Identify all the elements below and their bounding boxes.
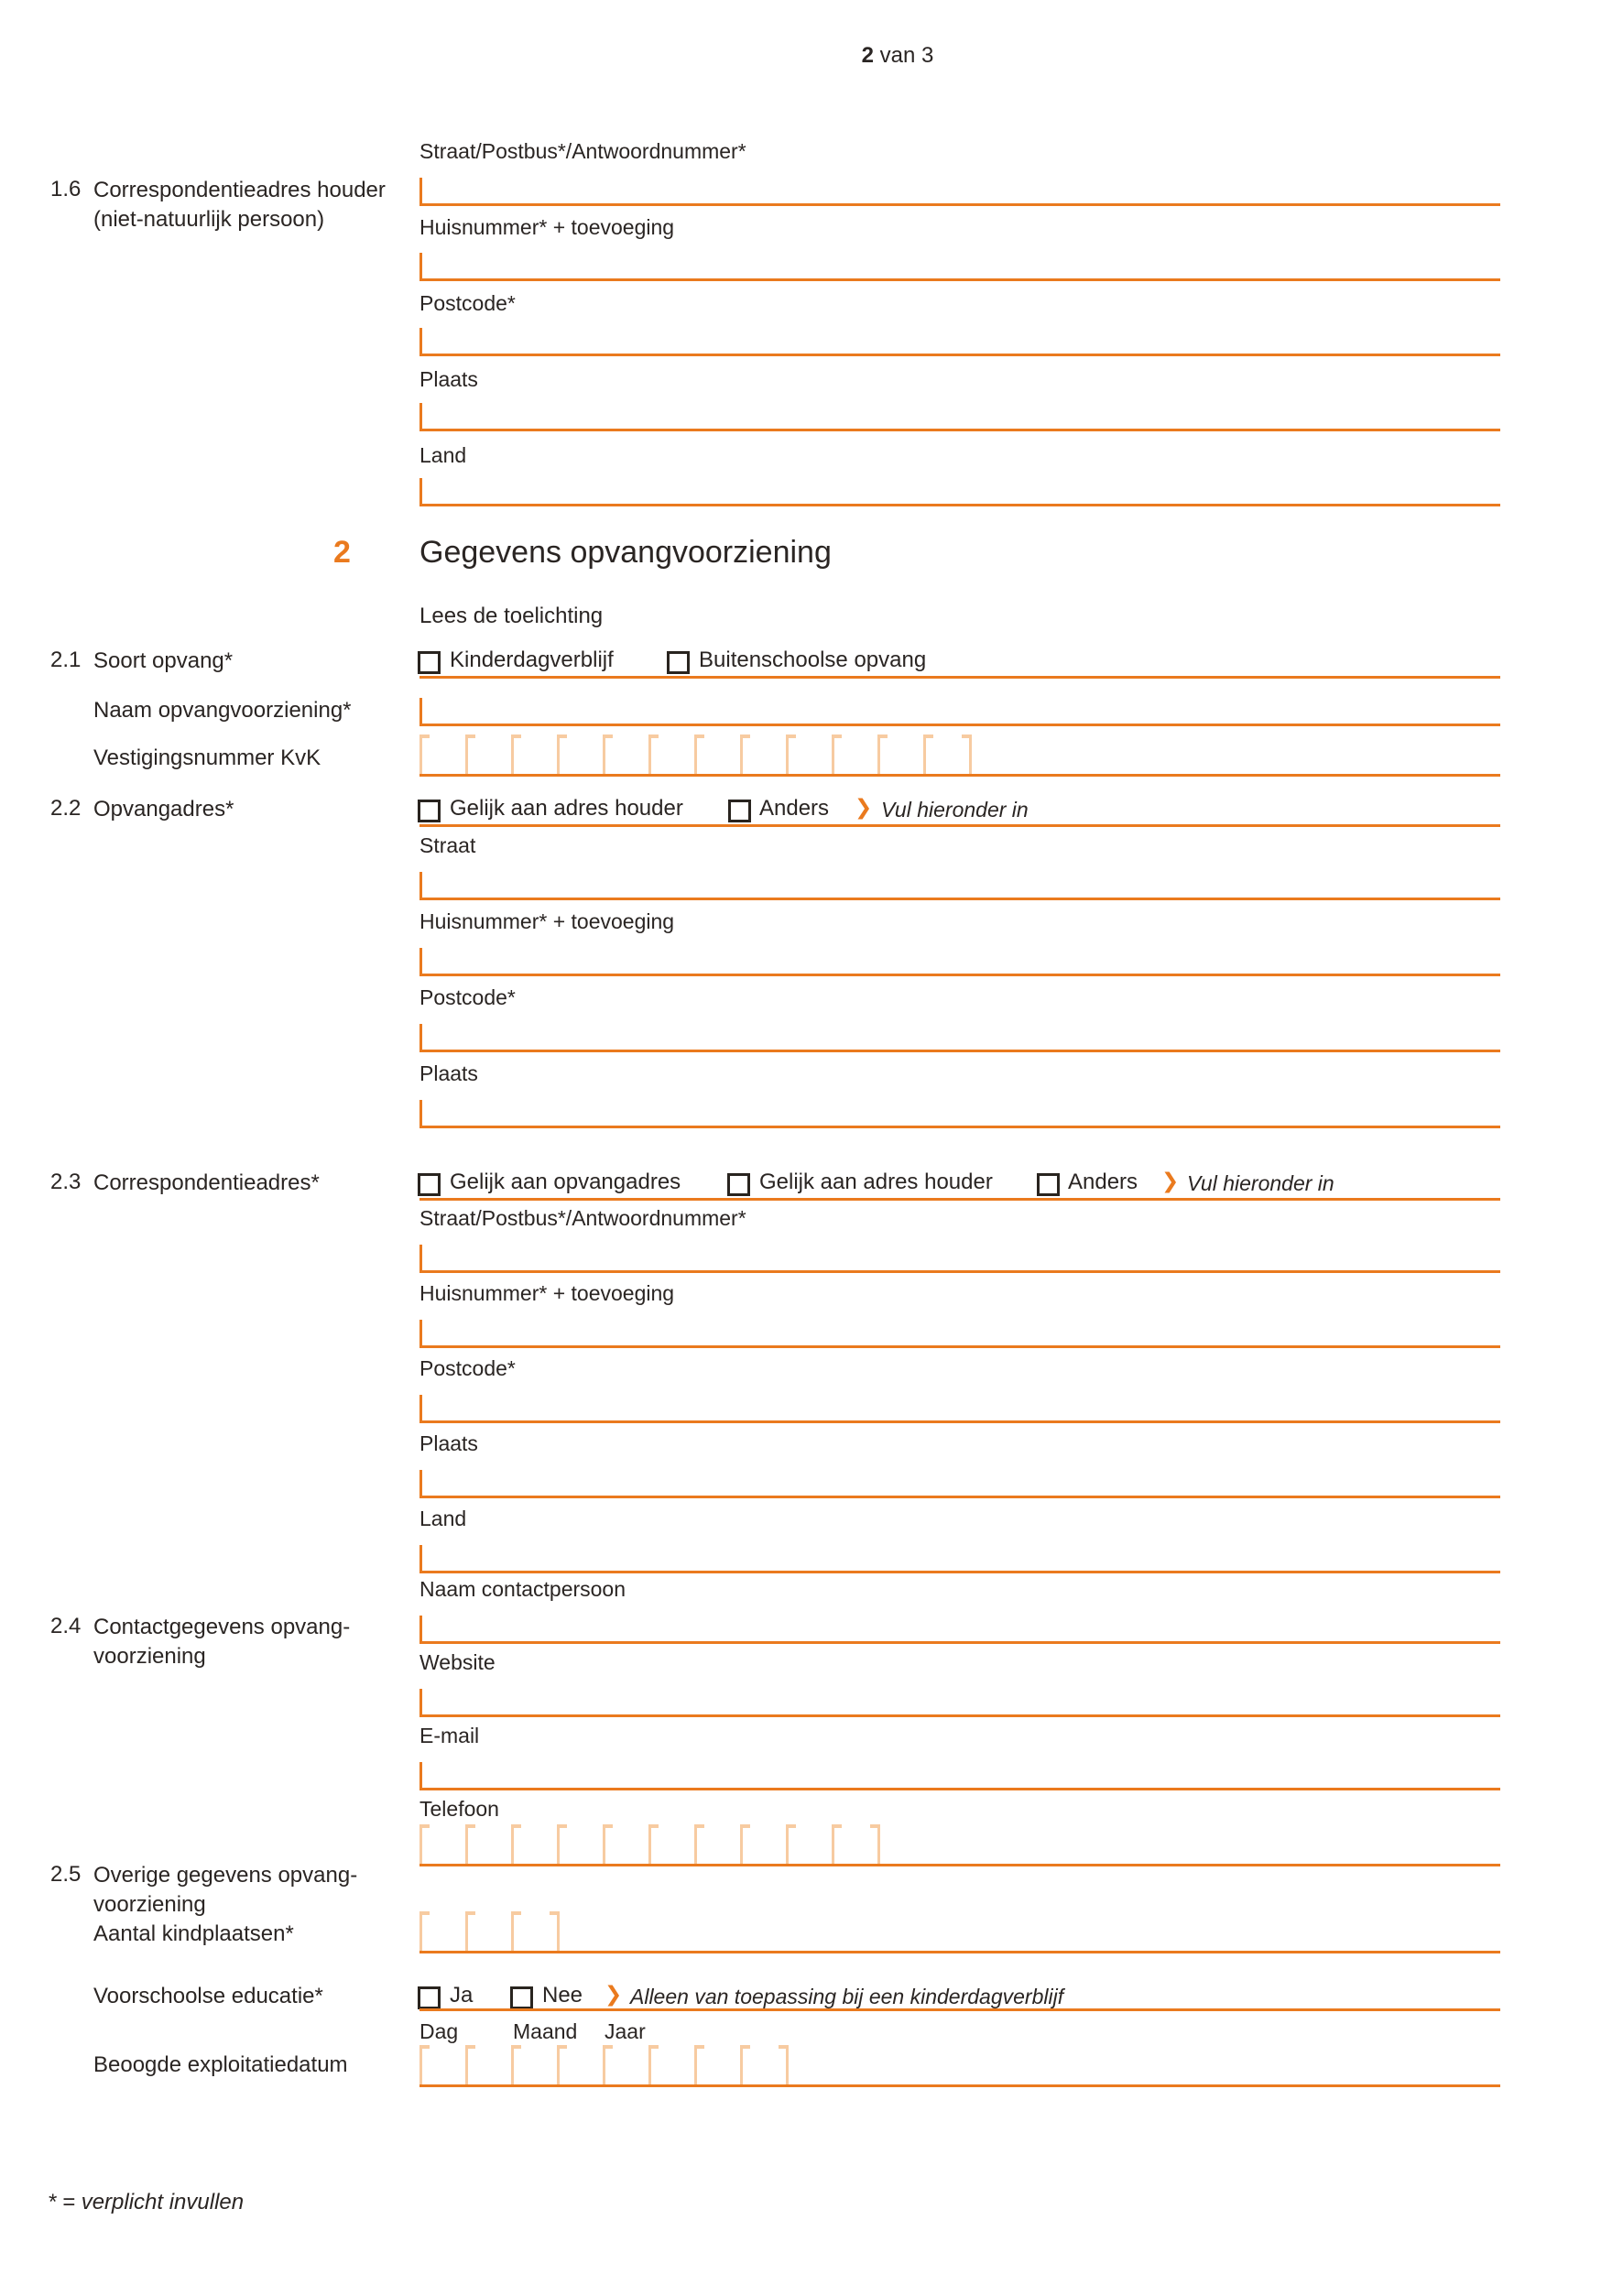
question-label-2-5-line1: Overige gegevens opvang- (93, 1863, 358, 1888)
question-number-2-1: 2.1 (50, 647, 82, 672)
field-label-email: E-mail (419, 1724, 480, 1747)
option-label-kinderdagverblijf: Kinderdagverblijf (450, 647, 614, 672)
text-cursor-icon (419, 948, 422, 974)
field-label-q22-straat: Straat (419, 833, 476, 857)
hint-vul-hieronder-in: Vul hieronder in (881, 798, 1029, 822)
q22-huisnummer-input[interactable] (419, 943, 1500, 976)
comb-cell (511, 1824, 557, 1864)
kvk-comb-input[interactable] (419, 735, 972, 774)
checkbox-buitenschoolse-opvang[interactable] (667, 651, 690, 674)
q16-straat-postbus-input[interactable] (419, 173, 1500, 206)
comb-cell (786, 735, 832, 774)
comb-cell (557, 1824, 603, 1864)
comb-cell (648, 1824, 694, 1864)
comb-cell (603, 735, 648, 774)
q23-postcode-input[interactable] (419, 1390, 1500, 1423)
comb-cell (740, 1824, 786, 1864)
option-label-anders: Anders (759, 796, 830, 821)
comb-cell (603, 1824, 648, 1864)
comb-cell (923, 735, 969, 774)
option-label-anders-2: Anders (1068, 1170, 1138, 1194)
page-number-rest: van 3 (873, 43, 934, 68)
q16-plaats-input[interactable] (419, 398, 1500, 431)
comb-cell (832, 735, 877, 774)
checkbox-gelijk-aan-adres-houder-2[interactable] (727, 1173, 750, 1196)
field-label-q16-straat-postbus: Straat/Postbus*/Antwoordnummer* (419, 139, 746, 163)
comb-cell (511, 735, 557, 774)
q22-straat-input[interactable] (419, 867, 1500, 900)
question-number-1-6: 1.6 (50, 177, 82, 201)
text-cursor-icon (419, 1395, 422, 1420)
hint-alleen-kinderdagverblijf: Alleen van toepassing bij een kinderdagverblijf (630, 1985, 1064, 2008)
comb-cell (419, 2045, 465, 2084)
comb-cell (511, 2045, 557, 2084)
field-label-q23-huisnummer: Huisnummer* + toevoeging (419, 1281, 675, 1305)
q16-land-input[interactable] (419, 473, 1500, 506)
field-label-q16-plaats: Plaats (419, 367, 478, 391)
field-label-q22-huisnummer: Huisnummer* + toevoeging (419, 909, 675, 933)
comb-cell (832, 1824, 877, 1864)
text-cursor-icon (419, 698, 422, 724)
row-underline (419, 676, 1500, 679)
question-number-2-5: 2.5 (50, 1862, 82, 1887)
text-cursor-icon (419, 1689, 422, 1714)
comb-end-divider (786, 2045, 789, 2084)
comb-cell (419, 1911, 465, 1951)
arrow-right-icon: ❯ (605, 1983, 623, 2007)
field-label-q16-huisnummer: Huisnummer* + toevoeging (419, 215, 675, 239)
question-label-1-6-line1: Correspondentieadres houder (93, 178, 386, 202)
comb-cell (419, 1824, 465, 1864)
question-label-voorschoolse-educatie: Voorschoolse educatie* (93, 1984, 323, 2008)
row-underline (419, 824, 1500, 827)
field-label-maand: Maand (513, 2019, 578, 2043)
text-cursor-icon (419, 1470, 422, 1496)
text-cursor-icon (419, 1762, 422, 1788)
section-title: Gegevens opvangvoorziening (419, 535, 832, 570)
field-label-q23-land: Land (419, 1507, 467, 1530)
option-label-buitenschoolse-opvang: Buitenschoolse opvang (699, 647, 927, 672)
comb-cell (694, 2045, 740, 2084)
comb-cell (511, 1911, 557, 1951)
question-label-aantal-kindplaatsen: Aantal kindplaatsen* (93, 1921, 294, 1946)
question-label-2-4-line2: voorziening (93, 1644, 206, 1669)
text-cursor-icon (419, 1320, 422, 1345)
field-label-jaar: Jaar (605, 2019, 646, 2043)
naam-opvangvoorziening-input[interactable] (419, 693, 1500, 726)
comb-cell (465, 1824, 511, 1864)
hint-vul-hieronder-in-2: Vul hieronder in (1187, 1171, 1334, 1195)
page-number-current: 2 (861, 43, 874, 68)
comb-cell (465, 2045, 511, 2084)
comb-end-divider (557, 1911, 560, 1951)
text-cursor-icon (419, 1616, 422, 1641)
q23-huisnummer-input[interactable] (419, 1315, 1500, 1348)
question-label-naam-opvangvoorziening: Naam opvangvoorziening* (93, 698, 352, 723)
field-label-telefoon: Telefoon (419, 1797, 499, 1821)
question-number-2-3: 2.3 (50, 1170, 82, 1194)
field-label-q23-postcode: Postcode* (419, 1356, 516, 1380)
row-underline (419, 774, 1500, 777)
comb-cell (419, 735, 465, 774)
option-label-ja: Ja (450, 1983, 474, 2008)
q16-postcode-input[interactable] (419, 323, 1500, 356)
arrow-right-icon: ❯ (1161, 1170, 1180, 1193)
text-cursor-icon (419, 403, 422, 429)
option-label-gelijk-aan-opvangadres: Gelijk aan opvangadres (450, 1170, 681, 1194)
question-label-2-3: Correspondentieadres* (93, 1170, 320, 1195)
page-number (806, 43, 989, 69)
text-cursor-icon (419, 328, 422, 354)
q23-straat-postbus-input[interactable] (419, 1240, 1500, 1273)
q22-postcode-input[interactable] (419, 1019, 1500, 1052)
question-label-2-5-line2: voorziening (93, 1892, 206, 1917)
comb-end-divider (877, 1824, 880, 1864)
naam-contactpersoon-input[interactable] (419, 1611, 1500, 1644)
question-label-2-1: Soort opvang* (93, 648, 234, 673)
question-number-2-4: 2.4 (50, 1614, 82, 1638)
comb-cell (465, 1911, 511, 1951)
comb-cell (465, 735, 511, 774)
text-cursor-icon (419, 253, 422, 278)
text-cursor-icon (419, 478, 422, 504)
comb-end-divider (969, 735, 972, 774)
text-cursor-icon (419, 1100, 422, 1126)
field-label-naam-contactpersoon: Naam contactpersoon (419, 1577, 626, 1601)
telefoon-comb-input[interactable] (419, 1824, 880, 1864)
kindplaatsen-comb-input[interactable] (419, 1911, 560, 1951)
field-label-q23-straat-postbus: Straat/Postbus*/Antwoordnummer* (419, 1206, 746, 1230)
option-label-gelijk-aan-adres-houder: Gelijk aan adres houder (450, 796, 683, 821)
text-cursor-icon (419, 1545, 422, 1571)
row-underline (419, 2008, 1500, 2011)
field-label-q22-postcode: Postcode* (419, 985, 516, 1009)
q16-huisnummer-input[interactable] (419, 248, 1500, 281)
datum-comb-input[interactable] (419, 2045, 789, 2084)
arrow-right-icon: ❯ (855, 796, 873, 820)
comb-cell (648, 735, 694, 774)
question-number-2-2: 2.2 (50, 796, 82, 821)
checkbox-nee[interactable] (510, 1986, 533, 2009)
checkbox-anders[interactable] (728, 800, 751, 822)
field-label-dag: Dag (419, 2019, 459, 2043)
footer-note: * = verplicht invullen (48, 2190, 245, 2214)
q23-land-input[interactable] (419, 1540, 1500, 1573)
checkbox-ja[interactable] (418, 1986, 441, 2009)
text-cursor-icon (419, 872, 422, 898)
comb-cell (557, 2045, 603, 2084)
q22-plaats-input[interactable] (419, 1095, 1500, 1128)
question-label-2-2: Opvangadres* (93, 797, 234, 822)
checkbox-gelijk-aan-adres-houder[interactable] (418, 800, 441, 822)
text-cursor-icon (419, 178, 422, 203)
row-underline (419, 1951, 1500, 1953)
row-underline (419, 1864, 1500, 1866)
row-underline (419, 2084, 1500, 2087)
field-label-q16-postcode: Postcode* (419, 291, 516, 315)
field-label-q22-plaats: Plaats (419, 1061, 478, 1085)
text-cursor-icon (419, 1245, 422, 1270)
comb-cell (877, 735, 923, 774)
comb-cell (557, 735, 603, 774)
website-input[interactable] (419, 1684, 1500, 1717)
checkbox-anders-2[interactable] (1037, 1173, 1060, 1196)
comb-cell (694, 1824, 740, 1864)
comb-cell (648, 2045, 694, 2084)
question-label-1-6-line2: (niet-natuurlijk persoon) (93, 207, 325, 232)
section-number: 2 (333, 535, 351, 570)
comb-cell (740, 735, 786, 774)
checkbox-gelijk-aan-opvangadres[interactable] (418, 1173, 441, 1196)
comb-cell (740, 2045, 786, 2084)
question-label-2-4-line1: Contactgegevens opvang- (93, 1615, 351, 1639)
option-label-nee: Nee (542, 1983, 583, 2008)
section-subtitle: Lees de toelichting (419, 604, 604, 628)
comb-cell (694, 735, 740, 774)
option-label-gelijk-aan-adres-houder-2: Gelijk aan adres houder (759, 1170, 993, 1194)
email-input[interactable] (419, 1757, 1500, 1790)
row-underline (419, 1198, 1500, 1201)
text-cursor-icon (419, 1024, 422, 1050)
field-label-q16-land: Land (419, 443, 467, 467)
comb-cell (603, 2045, 648, 2084)
q23-plaats-input[interactable] (419, 1465, 1500, 1498)
checkbox-kinderdagverblijf[interactable] (418, 651, 441, 674)
question-label-vestigingsnummer-kvk: Vestigingsnummer KvK (93, 745, 321, 770)
question-label-beoogde-exploitatiedatum: Beoogde exploitatiedatum (93, 2052, 348, 2077)
field-label-website: Website (419, 1650, 496, 1674)
comb-cell (786, 1824, 832, 1864)
field-label-q23-plaats: Plaats (419, 1431, 478, 1455)
